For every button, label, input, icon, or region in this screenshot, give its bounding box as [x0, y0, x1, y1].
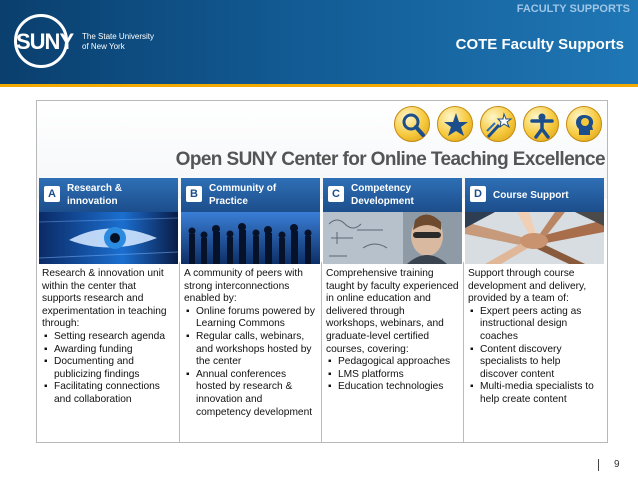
column-header — [323, 178, 462, 212]
column-letter: A — [44, 186, 60, 202]
star-icon — [437, 106, 473, 142]
magnifier-icon — [394, 106, 430, 142]
suny-logo: SUNY — [16, 29, 74, 54]
column-letter: B — [186, 186, 202, 202]
shooting-star-icon — [480, 106, 516, 142]
eye-photo — [39, 212, 178, 264]
bullet-list — [184, 306, 317, 419]
page-number: 9 — [614, 459, 620, 470]
list-item: ▪ Expert peers acting as instructional design coaches — [468, 306, 601, 344]
list-item: ▪ LMS platforms — [326, 369, 459, 382]
list-item: ▪ Facilitating connections and collaboration — [42, 381, 175, 406]
column-letter: D — [470, 186, 486, 202]
column-description — [323, 264, 462, 394]
column-divider — [179, 262, 180, 442]
column-header — [465, 178, 604, 212]
person-icon — [523, 106, 559, 142]
bullet-list — [42, 331, 175, 407]
list-item: ▪ Awarding funding — [42, 344, 175, 357]
column-intro: Comprehensive training taught by faculty experienced in online education and delivered through workshops, webinars, and graduate-level certified courses, covering: — [326, 268, 459, 355]
logo-subtitle: The State University of New York — [82, 32, 155, 51]
list-item: ▪ Content discovery specialists to help discover content — [468, 344, 601, 382]
list-item: ▪ Annual conferences hosted by research & innovation and competency development — [184, 369, 317, 419]
footer-separator — [598, 459, 599, 471]
column-header — [181, 178, 320, 212]
hands-photo — [465, 212, 604, 264]
list-item: ▪ Pedagogical approaches — [326, 356, 459, 369]
column-description — [465, 264, 604, 407]
column-label: Research & innovation — [67, 183, 123, 207]
bullet-list — [468, 306, 601, 407]
slide-title: COTE Faculty Supports — [455, 36, 624, 53]
lightbulb-head-icon — [566, 106, 602, 142]
column-research — [39, 178, 178, 407]
column-label: Competency Development — [351, 183, 414, 207]
bullet-list — [326, 356, 459, 394]
column-header — [39, 178, 178, 212]
column-course-support — [465, 178, 604, 407]
list-item: ▪ Education technologies — [326, 381, 459, 394]
list-item: ▪ Documenting and publicizing findings — [42, 356, 175, 381]
header-rule — [0, 84, 638, 87]
header-banner — [0, 0, 638, 84]
column-intro: Research & innovation unit within the center that supports research and experimentation in teaching through: — [42, 268, 167, 330]
column-letter: C — [328, 186, 344, 202]
list-item: ▪ Online forums powered by Learning Commons — [184, 306, 317, 331]
list-item: ▪ Regular calls, webinars, and workshops hosted by the center — [184, 331, 317, 369]
column-divider — [463, 262, 464, 442]
crowd-photo — [181, 212, 320, 264]
column-label: Course Support — [493, 189, 569, 201]
column-intro: A community of peers with strong interconnections enabled by: — [184, 268, 303, 305]
list-item: ▪ Setting research agenda — [42, 331, 175, 344]
main-title: Open SUNY Center for Online Teaching Excellence — [175, 149, 605, 170]
column-description — [181, 264, 320, 419]
column-label: Community of Practice — [209, 183, 277, 207]
column-intro: Support through course development and delivery, provided by a team of: — [468, 268, 587, 305]
column-description — [39, 264, 178, 407]
column-community — [181, 178, 320, 419]
column-competency — [323, 178, 462, 394]
chalkboard-photo — [323, 212, 462, 264]
column-divider — [321, 262, 322, 442]
section-kicker: FACULTY SUPPORTS — [516, 3, 630, 15]
list-item: ▪ Multi-media specialists to help create content — [468, 381, 601, 406]
icon-row — [394, 106, 604, 148]
